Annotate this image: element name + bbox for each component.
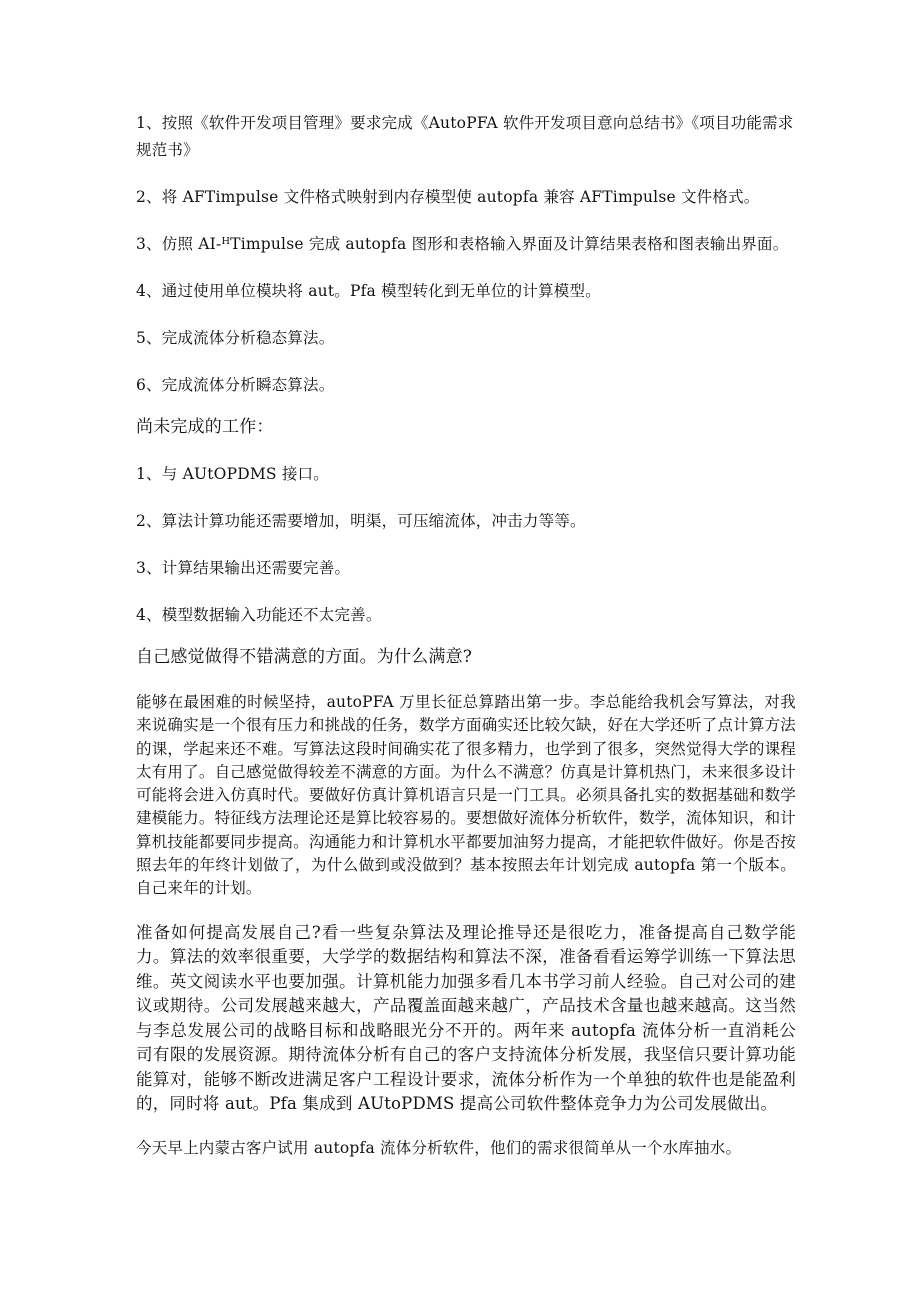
list-item-pending-4: 4、模型数据输入功能还不太完善。 — [136, 606, 382, 624]
document-body — [136, 110, 796, 1160]
list-item-done-1: 1、按照《软件开发项目管理》要求完成《AutoPFA 软件开发项目意向总结书》《项目功能需求规范书》 — [136, 114, 794, 159]
paragraph-plan: 准备如何提高发展自己?看一些复杂算法及理论推导还是很吃力，准备提高自己数学能力。算法的效率很重要，大学学的数据结构和算法不深，准备看看运筹学训练一下算法思维。英文阅读水平也要加强。计算机能力加强多看几本书学习前人经验。自己对公司的建议或期待。公司发展越来越大，产品覆盖面越来越广，产品技术含量也越来越高。这当然与李总发展公司的战略目标和战略眼光分不开的。两年来 autopfa 流体分析一直消耗公司有限的发展资源。期待流体分析有自己的客户支持流体分析发展，我坚信只要计算功能能算对，能够不断改进满足客户工程设计要求，流体分析作为一个单独的软件也是能盈利的，同时将 aut。Pfa 集成到 AUtoPDMS 提高公司软件整体竞争力为公司发展做出。 — [136, 922, 796, 1114]
list-item-done-2: 2、将 AFTimpulse 文件格式映射到内存模型使 autopfa 兼容 AFTimpulse 文件格式。 — [136, 188, 760, 206]
paragraph-reflection: 能够在最困难的时候坚持，autoPFA 万里长征总算踏出第一步。李总能给我机会写算法，对我来说确实是一个很有压力和挑战的任务，数学方面确实还比较欠缺，好在大学还听了点计算方法的课，学起来还不难。写算法这段时间确实花了很多精力，也学到了很多，突然觉得大学的课程太有用了。自己感觉做得较差不满意的方面。为什么不满意？仿真是计算机热门，未来很多设计可能将会进入仿真时代。要做好仿真计算机语言只是一门工具。必须具备扎实的数据基础和数学建模能力。特征线方法理论还是算比较容易的。要想做好流体分析软件，数学，流体知识，和计算机技能都要同步提高。沟通能力和计算机水平都要加油努力提高，才能把软件做好。你是否按照去年的年终计划做了，为什么做到或没做到？基本按照去年计划完成 autopfa 第一个版本。自己来年的计划。 — [136, 693, 796, 898]
list-item-pending-1: 1、与 AUtOPDMS 接口。 — [136, 465, 329, 483]
list-item-done-6: 6、完成流体分析瞬态算法。 — [136, 376, 335, 394]
list-item-pending-3: 3、计算结果输出还需要完善。 — [136, 559, 351, 577]
paragraph-customer: 今天早上内蒙古客户试用 autopfa 流体分析软件，他们的需求很简单从一个水库抽水。 — [136, 1138, 742, 1157]
list-item-done-4: 4、通过使用单位模块将 aut。Pfa 模型转化到无单位的计算模型。 — [136, 282, 601, 300]
pending-heading: 尚未完成的工作： — [136, 417, 274, 437]
list-item-done-5: 5、完成流体分析稳态算法。 — [136, 329, 335, 347]
list-item-pending-2: 2、算法计算功能还需要增加，明渠，可压缩流体，冲击力等等。 — [136, 512, 586, 530]
list-item-done-3: 3、仿照 AI-ᴴTimpulse 完成 autopfa 图形和表格输入界面及计算结果表格和图表输出界面。 — [136, 235, 789, 253]
satisfied-heading: 自己感觉做得不错满意的方面。为什么满意? — [136, 647, 473, 667]
